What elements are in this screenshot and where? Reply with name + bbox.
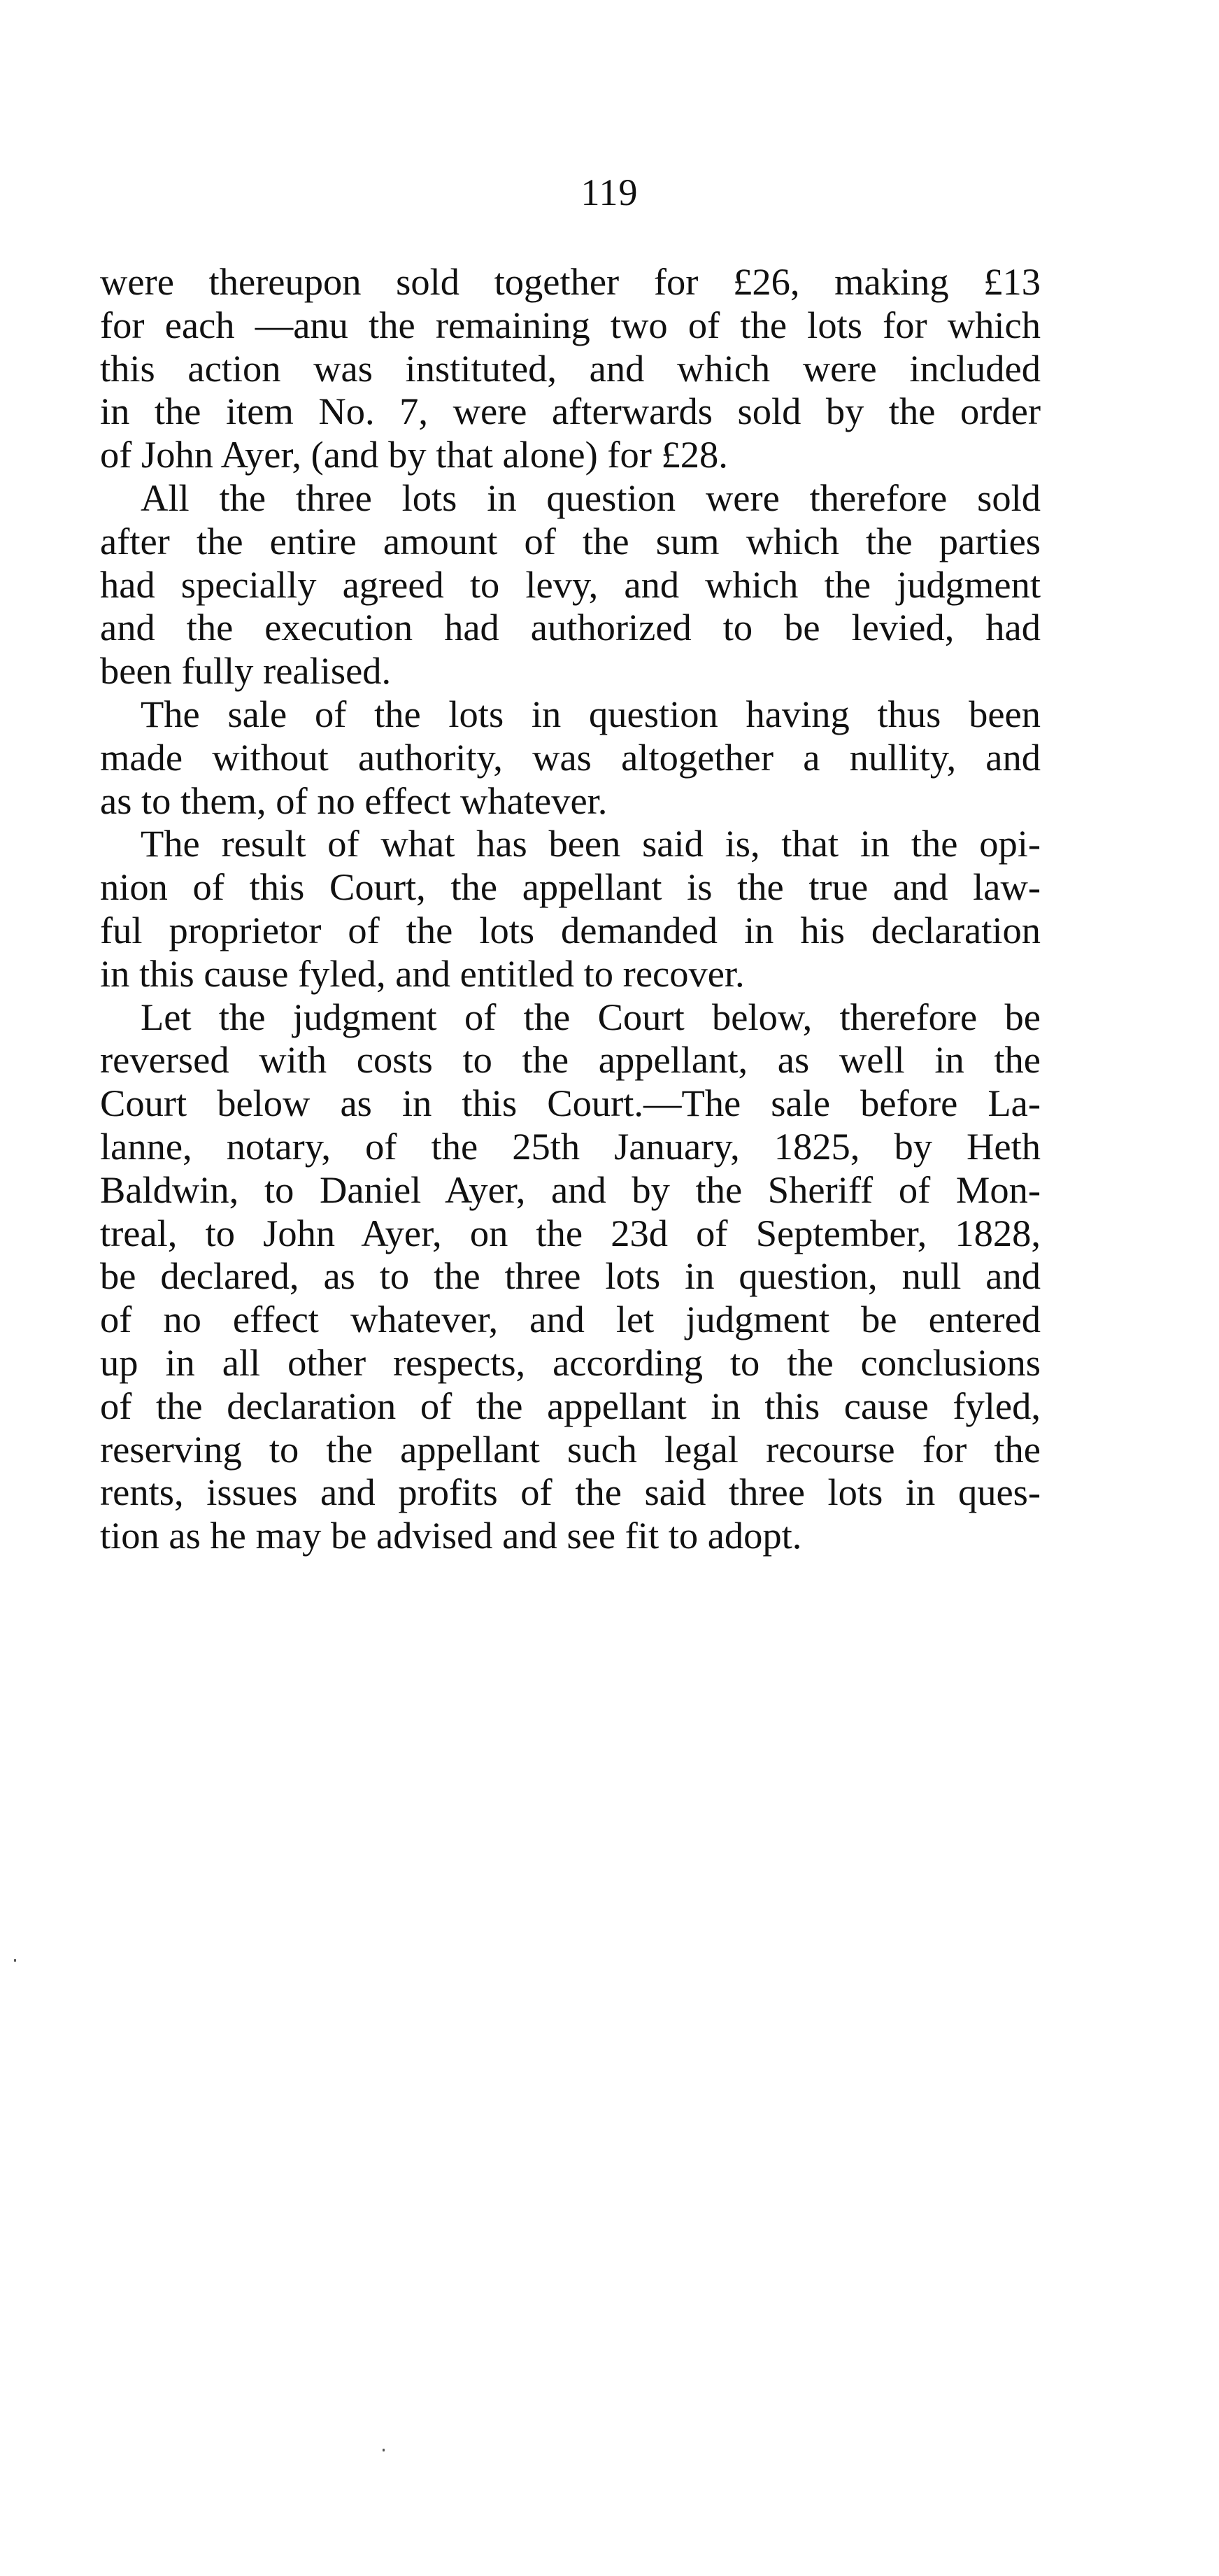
text-line: in this cause fyled, and entitled to recover. (100, 951, 745, 995)
text-line: The result of what has been said is, that in the opi- (141, 822, 1041, 865)
text-line: be declared, as to the three lots in question, null and (100, 1254, 1041, 1298)
page-number: 119 (580, 171, 639, 213)
scan-speck (14, 1959, 16, 1962)
text-line: had specially agreed to levy, and which the judgment (100, 562, 1041, 606)
text-line: of John Ayer, (and by that alone) for £28. (100, 433, 728, 476)
text-line: tion as he may be advised and see fit to adopt. (100, 1514, 802, 1557)
paragraph (100, 996, 1041, 1557)
text-line: were thereupon sold together for £26, making £13 (100, 260, 1041, 303)
scan-speck (383, 2449, 385, 2451)
paragraph (100, 693, 1041, 822)
text-line: made without authority, was altogether a nullity, and (100, 735, 1041, 779)
text-line: lanne, notary, of the 25th January, 1825, by Heth (100, 1124, 1041, 1168)
text-line: Court below as in this Court.—The sale before La- (100, 1082, 1041, 1125)
paragraph (100, 260, 1041, 476)
text-line: of no effect whatever, and let judgment be entered (100, 1298, 1041, 1341)
text-line: after the entire amount of the sum which the parties (100, 519, 1041, 562)
body-text (100, 260, 1041, 1557)
text-line: treal, to John Ayer, on the 23d of September, 1828, (100, 1211, 1041, 1254)
text-line: in the item No. 7, were afterwards sold by the order (100, 390, 1041, 433)
text-line: reserving to the appellant such legal recourse for the (100, 1427, 1041, 1471)
text-line: Let the judgment of the Court below, therefore be (141, 995, 1041, 1038)
text-line: rents, issues and profits of the said three lots in ques- (100, 1471, 1041, 1514)
paragraph (100, 822, 1041, 995)
text-line: Baldwin, to Daniel Ayer, and by the Sheriff of Mon- (100, 1168, 1041, 1211)
text-line: All the three lots in question were therefore sold (141, 476, 1041, 519)
text-line: been fully realised. (100, 649, 392, 693)
text-line: ful proprietor of the lots demanded in his declaration (100, 908, 1041, 951)
paragraph (100, 476, 1041, 693)
text-line: of the declaration of the appellant in this cause fyled, (100, 1384, 1041, 1427)
text-line: up in all other respects, according to the conclusions (100, 1340, 1041, 1384)
text-line: as to them, of no effect whatever. (100, 779, 608, 822)
text-line: The sale of the lots in question having thus been (141, 692, 1041, 735)
text-line: and the execution had authorized to be levied, had (100, 606, 1041, 649)
text-line: reversed with costs to the appellant, as well in the (100, 1038, 1041, 1082)
text-line: this action was instituted, and which were included (100, 346, 1041, 390)
text-line: for each —anu the remaining two of the lots for which (100, 303, 1041, 346)
text-line: nion of this Court, the appellant is the true and law- (100, 865, 1041, 909)
